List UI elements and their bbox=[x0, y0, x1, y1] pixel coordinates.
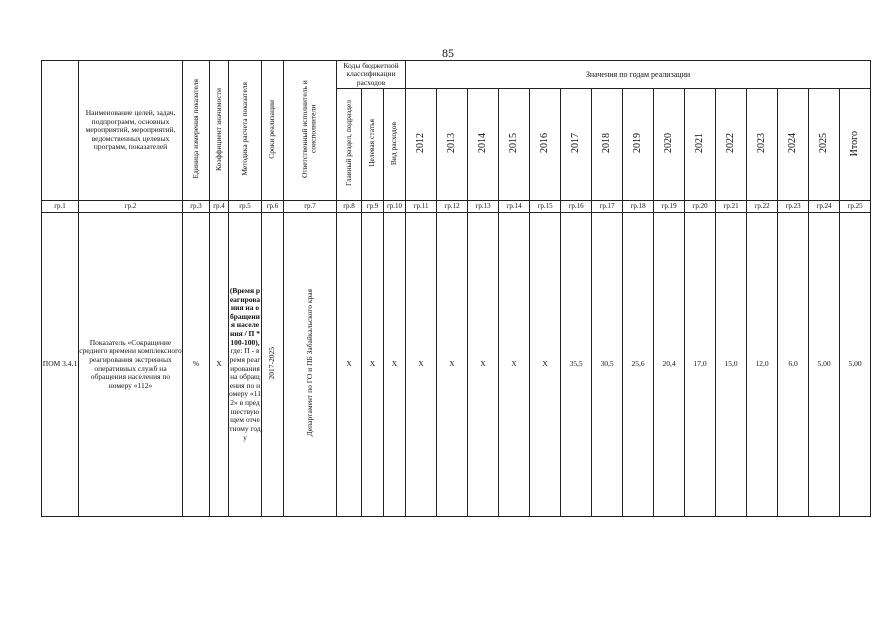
row-value: 30,5 bbox=[592, 213, 623, 517]
group-label: гр.4 bbox=[210, 201, 229, 213]
row-code: ПОМ 3.4.1 bbox=[42, 213, 79, 517]
header-budget-codes: Коды бюджетной классификации расходов bbox=[337, 61, 406, 89]
group-label: гр.16 bbox=[561, 201, 592, 213]
group-label: гр.19 bbox=[654, 201, 685, 213]
row-value: X bbox=[437, 213, 468, 517]
group-label: гр.18 bbox=[623, 201, 654, 213]
row-name: Показатель «Сокращение среднего времени комплексного реагирования экстренных оперативных служб на обращения населения по номеру «112» bbox=[79, 213, 183, 517]
group-label: гр.24 bbox=[809, 201, 840, 213]
row-value: 17,0 bbox=[685, 213, 716, 517]
page-number: 85 bbox=[442, 46, 454, 60]
header-year: 2019 bbox=[623, 89, 654, 201]
group-label: гр.2 bbox=[79, 201, 183, 213]
group-label: гр.22 bbox=[747, 201, 778, 213]
group-label: гр.23 bbox=[778, 201, 809, 213]
header-year: 2018 bbox=[592, 89, 623, 201]
header-year: 2022 bbox=[716, 89, 747, 201]
header-term: Сроки реализации bbox=[262, 61, 284, 201]
group-label: гр.1 bbox=[42, 201, 79, 213]
row-value: 5,00 bbox=[809, 213, 840, 517]
header-code8: Главный раздел, подраздел bbox=[337, 89, 362, 201]
row-code9: X bbox=[362, 213, 384, 517]
group-label: гр.3 bbox=[183, 201, 210, 213]
row-value: 6,0 bbox=[778, 213, 809, 517]
row-value: X bbox=[530, 213, 561, 517]
row-value: X bbox=[499, 213, 530, 517]
row-value: 20,4 bbox=[654, 213, 685, 517]
header-code10: Вид расходов bbox=[384, 89, 406, 201]
group-labels-row bbox=[42, 201, 871, 213]
header-year: 2025 bbox=[809, 89, 840, 201]
table-row bbox=[42, 213, 871, 517]
header-year: 2021 bbox=[685, 89, 716, 201]
header-coefficient: Коэффициент значимости bbox=[210, 61, 229, 201]
row-method bbox=[229, 213, 262, 517]
header-method: Методика расчета показателя bbox=[229, 61, 262, 201]
header-year: 2014 bbox=[468, 89, 499, 201]
row-value: X bbox=[406, 213, 437, 517]
row-code8: X bbox=[337, 213, 362, 517]
header-col1 bbox=[42, 61, 79, 201]
header-year: 2015 bbox=[499, 89, 530, 201]
group-label: гр.25 bbox=[840, 201, 871, 213]
group-label: гр.11 bbox=[406, 201, 437, 213]
row-unit: % bbox=[183, 213, 210, 517]
row-term: 2017-2025 bbox=[262, 213, 284, 517]
group-label: гр.7 bbox=[284, 201, 337, 213]
header-executor: Ответственный исполнитель и соисполнители bbox=[284, 61, 337, 201]
header-name: Наименование целей, задач, подпрограмм, основных мероприятий, мероприятий, ведомственных целевых программ, показателей bbox=[79, 61, 183, 201]
group-label: гр.10 bbox=[384, 201, 406, 213]
group-label: гр.12 bbox=[437, 201, 468, 213]
row-value: 25,6 bbox=[623, 213, 654, 517]
row-code10: X bbox=[384, 213, 406, 517]
header-year: 2020 bbox=[654, 89, 685, 201]
header-years-group: Значения по годам реализации bbox=[406, 61, 871, 89]
group-label: гр.13 bbox=[468, 201, 499, 213]
row-value: X bbox=[468, 213, 499, 517]
group-label: гр.20 bbox=[685, 201, 716, 213]
row-value: 15,0 bbox=[716, 213, 747, 517]
header-year: 2024 bbox=[778, 89, 809, 201]
header-code9: Целевая статья bbox=[362, 89, 384, 201]
header-year: 2023 bbox=[747, 89, 778, 201]
method-description: где: П - время реагирования на обращения по номеру «112» в предшествующем отчетному году bbox=[229, 346, 261, 442]
group-label: гр.8 bbox=[337, 201, 362, 213]
group-label: гр.17 bbox=[592, 201, 623, 213]
header-year: 2017 bbox=[561, 89, 592, 201]
row-coefficient: X bbox=[210, 213, 229, 517]
header-year: 2016 bbox=[530, 89, 561, 201]
group-label: гр.21 bbox=[716, 201, 747, 213]
row-value: 12,0 bbox=[747, 213, 778, 517]
method-formula: (Время реагирования на обращения населения / П *100-100), bbox=[229, 285, 261, 347]
group-label: гр.15 bbox=[530, 201, 561, 213]
group-label: гр.14 bbox=[499, 201, 530, 213]
header-year: 2013 bbox=[437, 89, 468, 201]
group-label: гр.9 bbox=[362, 201, 384, 213]
header-unit: Единица измерения показателя bbox=[183, 61, 210, 201]
group-label: гр.6 bbox=[262, 201, 284, 213]
row-total: 5,00 bbox=[840, 213, 871, 517]
group-label: гр.5 bbox=[229, 201, 262, 213]
header-total: Итого bbox=[840, 89, 871, 201]
row-executor: Департамент по ГО и ПБ Забайкальского края bbox=[284, 213, 337, 517]
indicator-table bbox=[41, 60, 871, 517]
row-value: 35,5 bbox=[561, 213, 592, 517]
header-year: 2012 bbox=[406, 89, 437, 201]
